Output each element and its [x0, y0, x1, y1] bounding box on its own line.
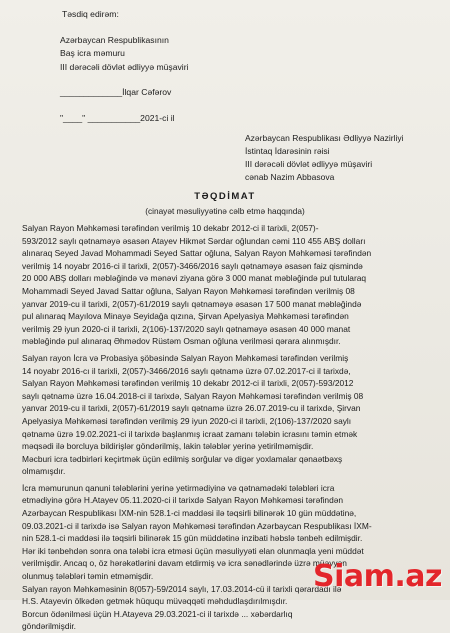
addressee-ministry: Azərbaycan Respublikası Ədliyyə Nazirliyi — [245, 133, 404, 143]
approval-block — [60, 8, 188, 126]
body-line: yanvar 2019-cu il tarixli, 2(057)-61/2019 saylı qətnamə üzrə 26.07.2019-cu il tarixdə, Şirvan — [22, 403, 361, 414]
body-line: verilmiş 14 noyabr 2016-ci il tarixli, 2(057)-3466/2016 saylı qətnaməyə əsasən faiz qismində — [22, 260, 363, 271]
body-line: H.S. Atayevin ölkədən getmək hüququ müvəqqəti məhdudlaşdırılmışdır. — [22, 596, 288, 607]
body-line: Borcun ödənilməsi üçün H.Atayeva 29.03.2021-ci il tarixdə ... xəbərdarlıq — [22, 608, 293, 619]
body-line: alınaraq Seyed Javad Mohammadi Seyed Sattar oğluna, Salyan Rayon Məhkəməsi tərəfindən — [22, 248, 372, 259]
body-line: 20 000 ABŞ dolları məbləğində və mənəvi ziyana görə 3 000 manat məbləğində pul tutularaq — [22, 273, 367, 284]
approval-heading: Təsdiq edirəm: — [62, 9, 119, 19]
body-line: olmamışdır. — [22, 466, 66, 477]
body-line: yanvar 2019-cu il tarixli, 2(057)-61/2019 saylı qətnaməyə əsasən 17 500 manat məbləğində — [22, 298, 362, 309]
approval-date-line: "____" ___________2021-ci il — [60, 112, 175, 123]
approval-position: Baş icra məmuru — [60, 48, 125, 59]
body-line: verilmiş 29 iyun 2020-ci il tarixli, 2(106)-137/2020 saylı qətnaməyə əsasən 40 000 manat — [22, 323, 351, 334]
body-line: 14 noyabr 2016-cı il tarixli, 2(057)-3466/2016 saylı qətnamə üzrə 07.02.2017-ci il tarixdə, — [22, 365, 351, 376]
body-line: Apelyasiya Məhkəməsi tərəfindən verilmiş 29 iyun 2020-ci il tarixli, 2(106)-137/2020 saylı — [22, 415, 352, 426]
body-line: etmədiyinə görə H.Atayev 05.11.2020-ci il tarixdə Salyan Rayon Məhkəməsi tərəfindən — [22, 495, 344, 506]
approval-signature-line: _____________İlqar Cəfərov — [60, 87, 172, 98]
body-line: Salyan rayon İcra və Probasiya şöbəsində Salyan Rayon Məhkəməsi tərəfindən verilmiş — [22, 352, 349, 363]
body-line: Salyan Rayon Məhkəməsi tərəfindən verilmiş 10 dekabr 2012-ci il tarixli, 2(057)-593/2012 — [22, 378, 354, 389]
body-line: pul alınaraq Mayılova Minayə Seyidağa qızına, Şirvan Apelyasiya Məhkəməsi tərəfindən — [22, 311, 349, 322]
body-line: Məcburi icra tədbirləri keçirtmək üçün edilmiş sorğular və digər yoxlamalar qənaətbəxş — [22, 453, 343, 464]
body-line: nin 528.1-ci maddəsi ilə təqsirli bilinərək 15 gün müddətinə inzibati həbslə tənbeh edilmişdir. — [22, 533, 363, 544]
body-line: 09.03.2021-ci il tarixdə isə Salyan rayon Məhkəməsi tərəfindən Azərbaycan Respublikası İXM- — [22, 520, 372, 531]
body-line: göndərilmişdir. — [22, 621, 76, 632]
body-line: İcra məmurunun qanuni tələblərini yerinə yetirmədiyinə və qətnamədəki tələbləri icra — [22, 482, 335, 493]
body-line: saylı qətnamə üzrə 16.04.2018-ci il tarixdə, Salyan Rayon Məhkəməsi tərəfindən verilmiş 08 — [22, 390, 364, 401]
addressee-name: cənab Nazim Abbasova — [245, 172, 335, 182]
body-line: məbləğində pul alınaraq Əhmədov Rüstəm Osman oğluna verilməsi qərara alınmışdır. — [22, 336, 341, 347]
addressee-department: İstintaq İdarəsinin rəisi — [245, 146, 330, 156]
body-line: Azərbaycan Respublikası İXM-nin 528.1-ci maddəsi ilə təqsirli bilinərək 10 gün müddətinə, — [22, 508, 357, 519]
body-line: Mohammadi Seyed Javad Sattar oğluna, Salyan Rayon Məhkəməsi tərəfindən verilmiş 08 — [22, 285, 355, 296]
body-line: Salyan rayon Məhkəməsinin 8(057)-59/2014 saylı, 17.03.2014-cü il tarixli qərardadı ilə — [22, 583, 342, 594]
body-line: verilmişdir. Ancaq o, öz hərəkətlərini davam etdirmiş və icra sənədlərində üzrə müəyyən — [22, 558, 347, 569]
document-title: TƏQDİMAT — [194, 191, 256, 202]
body-line: qətnamə üzrə 19.02.2021-ci il tarixdə başlanmış icraat zamanı tələbin icrasını təmin etmək — [22, 428, 358, 439]
document-subtitle: (cinayət məsuliyyətinə cəlb etmə haqqında) — [145, 206, 305, 216]
body-line: 593/2012 saylı qətnaməyə əsasən Atayev Hikmət Sərdar oğlundan cəmi 110 455 ABŞ dolları — [22, 235, 366, 246]
body-line: məqsədi ilə borcluya bildirişlər göndərilmiş, lakin tələblər yerinə yetirilməmişdir. — [22, 441, 314, 452]
body-line: olunmuş tələbləri təmin etməmişdir. — [22, 571, 154, 582]
addressee-block — [245, 132, 404, 184]
approval-rank: III dərəcəli dövlət ədliyyə müşaviri — [60, 61, 189, 72]
addressee-rank: III dərəcəli dövlət ədliyyə müşaviri — [245, 159, 373, 169]
body-line: Salyan Rayon Məhkəməsi tərəfindən verilmiş 10 dekabr 2012-ci il tarixli, 2(057)- — [22, 223, 319, 233]
watermark-logo: Siam.az — [313, 559, 442, 594]
approval-org: Azərbaycan Respublikasının — [60, 34, 169, 45]
body-line: Hər iki tənbehdən sonra ona tələbi icra etməsi üçün məsuliyyəti elan olunmaqla yeni müddət — [22, 545, 364, 556]
